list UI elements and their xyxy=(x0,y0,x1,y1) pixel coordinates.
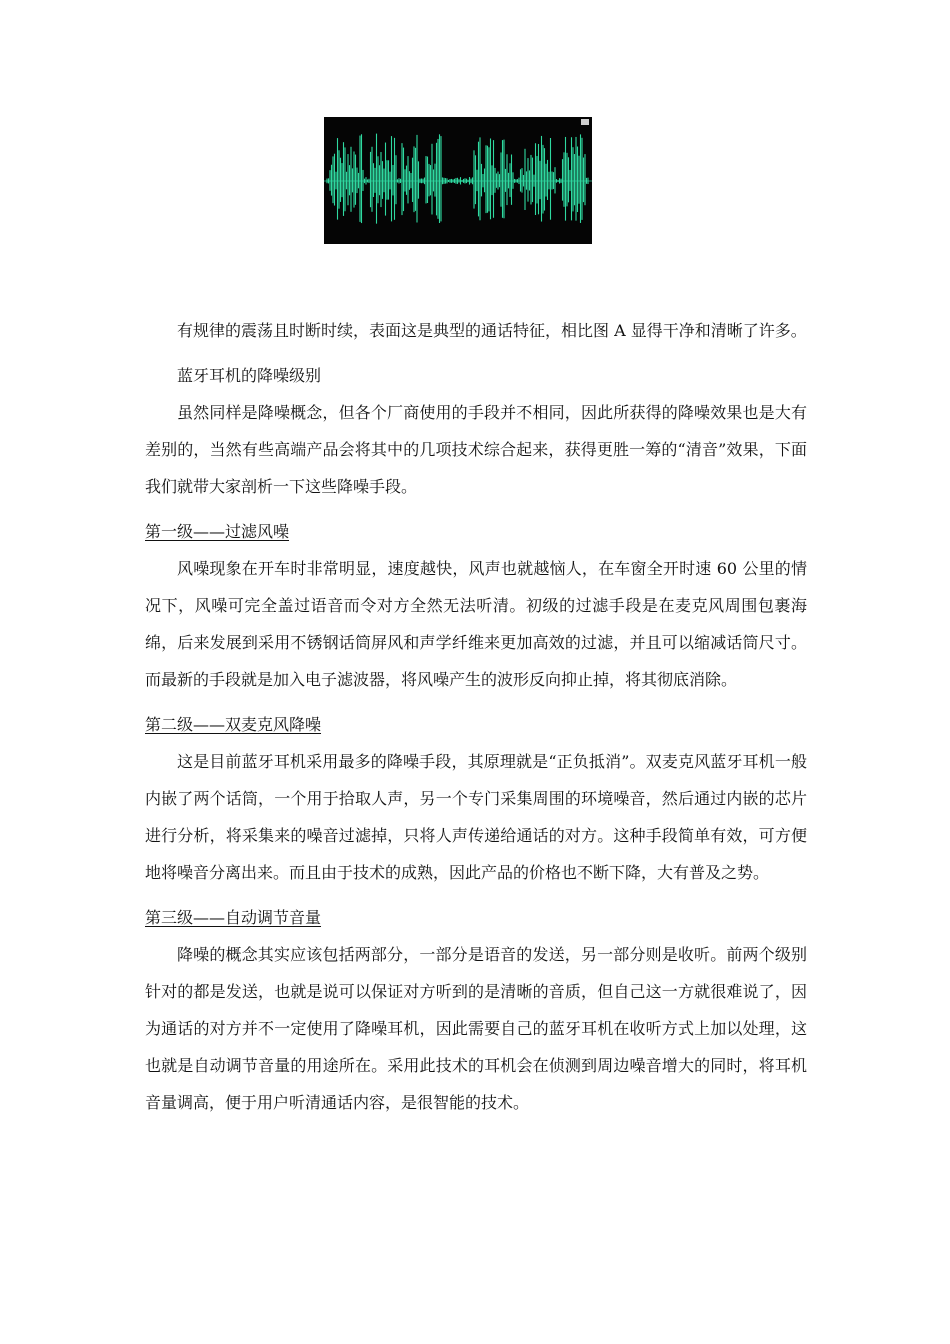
paragraph-intro: 虽然同样是降噪概念，但各个厂商使用的手段并不相同，因此所获得的降噪效果也是大有差别的，当然有些高端产品会将其中的几项技术综合起来，获得更胜一筹的“清音”效果，下面我们就带大家剖析一下这些降噪手段。 xyxy=(145,403,807,496)
section-body-level3: 降噪的概念其实应该包括两部分，一部分是语音的发送，另一部分则是收听。前两个级别针对的都是发送，也就是说可以保证对方听到的是清晰的音质，但自己这一方就很难说了，因为通话的对方并不一定使用了降噪耳机，因此需要自己的蓝牙耳机在收听方式上加以处理，这也就是自动调节音量的用途所在。采用此技术的耳机会在侦测到周边噪音增大的同时，将耳机音量调高，便于用户听清通话内容，是很智能的技术。 xyxy=(145,945,807,1112)
section-body-level1: 风噪现象在开车时非常明显，速度越快，风声也就越恼人，在车窗全开时速 60 公里的情况下，风噪可完全盖过语音而令对方全然无法听清。初级的过滤手段是在麦克风周围包裹海绵，后来发展到采用不锈钢话筒屏风和声学纤维来更加高效的过滤，并且可以缩减话筒尺寸。而最新的手段就是加入电子滤波器，将风噪产生的波形反向抑止掉，将其彻底消除。 xyxy=(145,559,807,689)
waveform-graphic xyxy=(324,117,592,244)
section-body-level2: 这是目前蓝牙耳机采用最多的降噪手段，其原理就是“正负抵消”。双麦克风蓝牙耳机一般内嵌了两个话筒，一个用于拾取人声，另一个专门采集周围的环境噪音，然后通过内嵌的芯片进行分析，将采集来的噪音过滤掉，只将人声传递给通话的对方。这种手段简单有效，可方便地将噪音分离出来。而且由于技术的成熟，因此产品的价格也不断下降，大有普及之势。 xyxy=(145,752,807,882)
paragraph-title: 蓝牙耳机的降噪级别 xyxy=(177,366,322,385)
section-heading-level2: 第二级——双麦克风降噪 xyxy=(145,715,322,734)
audio-waveform-image xyxy=(324,117,592,244)
article-body xyxy=(145,312,807,1121)
paragraph-waveform-description: 有规律的震荡且时断时续，表面这是典型的通话特征，相比图 A 显得干净和清晰了许多。 xyxy=(177,321,807,340)
section-heading-level3: 第三级——自动调节音量 xyxy=(145,908,322,927)
section-heading-level1: 第一级——过滤风噪 xyxy=(145,522,290,541)
